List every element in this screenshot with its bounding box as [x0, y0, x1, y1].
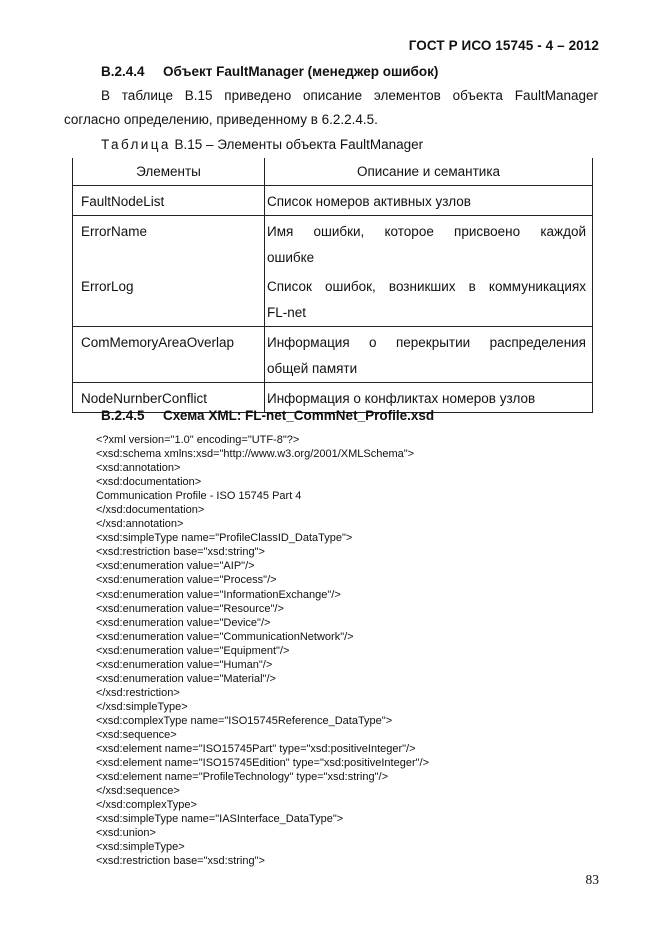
table-caption	[101, 137, 423, 152]
element-name: ErrorLog	[73, 271, 265, 327]
elements-table	[72, 158, 593, 413]
code-line: </xsd:annotation>	[96, 518, 184, 531]
element-description: Имя ошибки, которое присвоено каждой ошибке	[265, 216, 593, 272]
code-line: <xsd:annotation>	[96, 462, 181, 475]
code-line: <xsd:element name="ISO15745Edition" type="xsd:positiveInteger"/>	[96, 757, 429, 770]
standard-header: ГОСТ Р ИСО 15745 - 4 – 2012	[408, 38, 599, 53]
code-line: <xsd:element name="ProfileTechnology" type="xsd:string"/>	[96, 771, 388, 784]
code-line: <xsd:enumeration value="CommunicationNetwork"/>	[96, 630, 354, 643]
section-number: B.2.4.4	[101, 64, 145, 79]
code-line: <xsd:complexType name="ISO15745Reference_DataType">	[96, 714, 393, 727]
code-line: </xsd:restriction>	[96, 686, 180, 699]
table-row	[73, 271, 593, 327]
paragraph-line: согласно определению, приведенному в 6.2.2.4.5.	[64, 112, 378, 127]
element-name: NodeNurnberConflict	[73, 383, 265, 413]
section-number: B.2.4.5	[101, 408, 145, 423]
xml-code-listing	[96, 433, 429, 868]
code-line: <xsd:simpleType name="IASInterface_DataType">	[96, 813, 344, 826]
code-line: </xsd:simpleType>	[96, 700, 188, 713]
section-heading-fault-manager	[101, 64, 438, 79]
element-description: Информация о перекрытии распределения общей памяти	[265, 327, 593, 383]
code-line: <xsd:enumeration value="Process"/>	[96, 574, 277, 587]
code-line: <xsd:restriction base="xsd:string">	[96, 546, 265, 559]
section-heading-xml-schema	[101, 408, 434, 423]
table-row	[73, 216, 593, 272]
code-line: </xsd:sequence>	[96, 785, 180, 798]
code-line: <xsd:restriction base="xsd:string">	[96, 855, 265, 868]
code-line: <xsd:enumeration value="AIP"/>	[96, 560, 255, 573]
table-row	[73, 327, 593, 383]
section-title: Объект FaultManager (менеджер ошибок)	[163, 64, 439, 79]
element-description: Список ошибок, возникших в коммуникациях FL-net	[265, 271, 593, 327]
element-name: ErrorName	[73, 216, 265, 272]
code-line: <xsd:enumeration value="Device"/>	[96, 616, 271, 629]
code-line: <xsd:sequence>	[96, 728, 177, 741]
code-line: <xsd:enumeration value="Human"/>	[96, 658, 273, 671]
element-description: Информация о конфликтах номеров узлов	[265, 383, 593, 413]
column-header-description: Описание и семантика	[265, 158, 593, 186]
element-name: ComMemoryAreaOverlap	[73, 327, 265, 383]
element-name: FaultNodeList	[73, 186, 265, 216]
code-line: <xsd:enumeration value="InformationExchange"/>	[96, 588, 341, 601]
code-line: </xsd:complexType>	[96, 799, 197, 812]
page-number: 83	[585, 872, 599, 887]
code-line: <xsd:union>	[96, 827, 156, 840]
code-line: <xsd:simpleType name="ProfileClassID_DataType">	[96, 532, 353, 545]
table-header-row	[73, 158, 593, 186]
caption-text: В.15 – Элементы объекта FaultManager	[170, 137, 424, 152]
table-row	[73, 186, 593, 216]
code-line: Communication Profile - ISO 15745 Part 4	[96, 490, 302, 503]
code-line: <xsd:enumeration value="Equipment"/>	[96, 644, 290, 657]
code-line: <xsd:schema xmlns:xsd="http://www.w3.org/2001/XMLSchema">	[96, 448, 415, 461]
code-line: <xsd:enumeration value="Material"/>	[96, 672, 276, 685]
intro-paragraph	[64, 84, 598, 132]
code-line: <?xml version="1.0" encoding="UTF-8"?>	[96, 434, 300, 446]
column-header-elements: Элементы	[73, 158, 265, 186]
code-line: <xsd:simpleType>	[96, 841, 185, 854]
caption-label: Таблица	[101, 137, 171, 152]
code-line: <xsd:enumeration value="Resource"/>	[96, 602, 284, 615]
paragraph-line: В таблице В.15 приведено описание элементов объекта FaultManager	[101, 88, 598, 103]
element-description: Список номеров активных узлов	[265, 186, 593, 216]
code-line: </xsd:documentation>	[96, 504, 205, 517]
code-line: <xsd:element name="ISO15745Part" type="xsd:positiveInteger"/>	[96, 743, 416, 756]
code-line: <xsd:documentation>	[96, 476, 202, 489]
section-title: Схема XML: FL-net_CommNet_Profile.xsd	[163, 408, 435, 423]
